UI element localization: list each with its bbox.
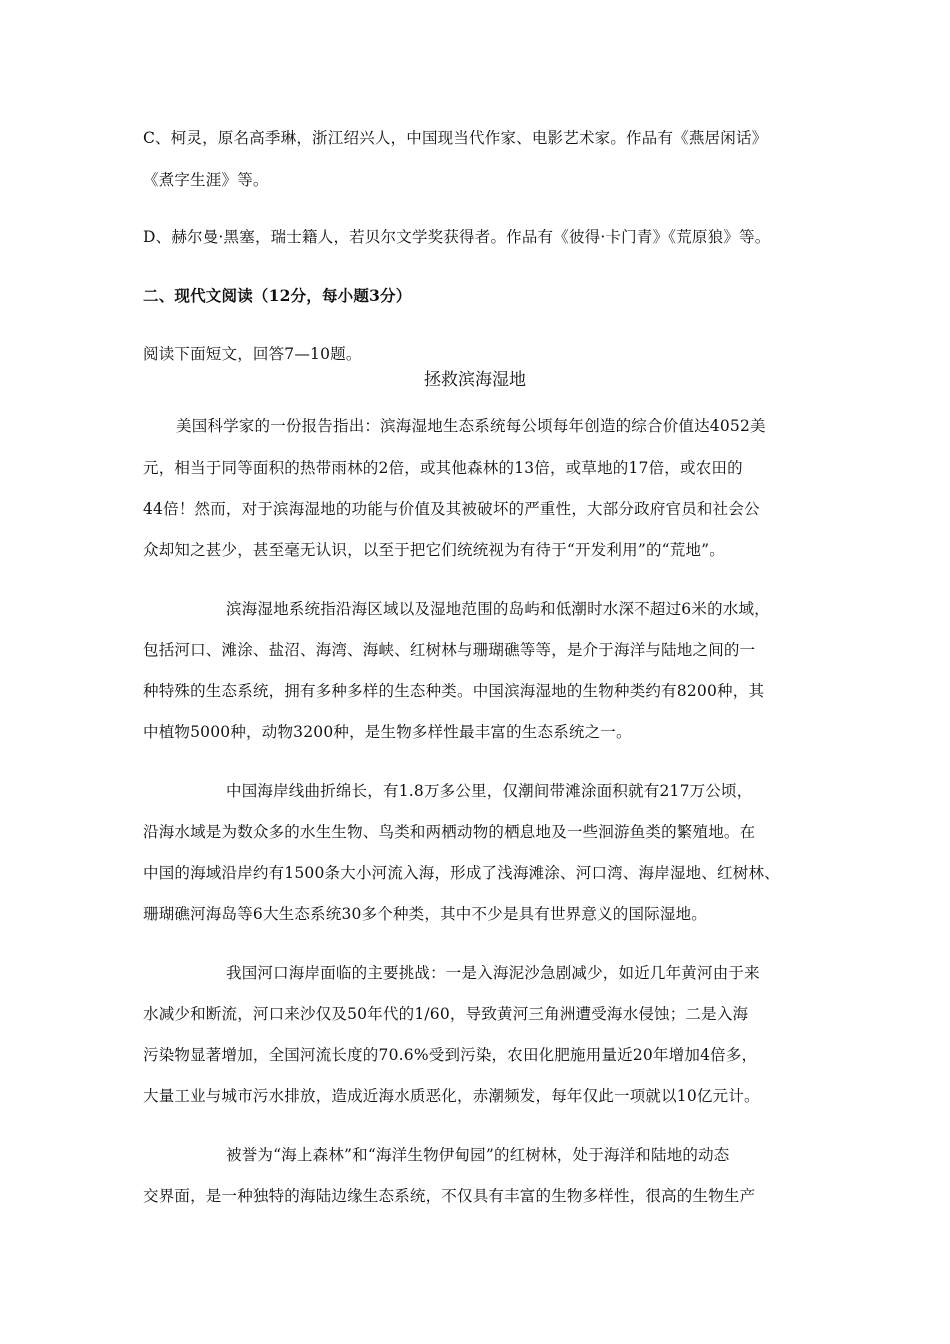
paragraph-4-line-2: 水减少和断流，河口来沙仅及50年代的1/60，导致黄河三角洲遭受海水侵蚀；二是入海 [143, 1005, 749, 1023]
reading-instruction: 阅读下面短文，回答7—10题。 [143, 345, 362, 363]
paragraph-5-line-2: 交界面，是一种独特的海陆边缘生态系统，不仅具有丰富的生物多样性，很高的生物生产 [143, 1187, 756, 1205]
paragraph-1-line-3: 44倍！然而，对于滨海湿地的功能与价值及其被破坏的严重性，大部分政府官员和社会公 [143, 500, 760, 518]
paragraph-3-line-1: 中国海岸线曲折绵长，有1.8万多公里，仅潮间带滩涂面积就有217万公顷， [226, 782, 753, 800]
paragraph-1-line-1: 美国科学家的一份报告指出：滨海湿地生态系统每公顷每年创造的综合价值达4052美 [176, 417, 766, 435]
paragraph-4-line-1: 我国河口海岸面临的主要挑战：一是入海泥沙急剧减少，如近几年黄河由于来 [226, 964, 760, 982]
paragraph-2-line-4: 中植物5000种，动物3200种，是生物多样性最丰富的生态系统之一。 [143, 723, 632, 741]
paragraph-2-line-2: 包括河口、滩涂、盐沼、海湾、海峡、红树林与珊瑚礁等等，是介于海洋与陆地之间的一 [143, 641, 756, 659]
paragraph-2-line-3: 种特殊的生态系统，拥有多种多样的生态种类。中国滨海湿地的生物种类约有8200种，其 [143, 682, 765, 700]
option-d-line: D、赫尔曼·黑塞，瑞士籍人，若贝尔文学奖获得者。作品有《彼得·卡门青》《荒原狼》等。 [143, 228, 771, 246]
option-c-line-2: 《煮字生涯》等。 [143, 171, 269, 189]
section-heading: 二、现代文阅读（12分，每小题3分） [143, 286, 412, 305]
paragraph-4-line-3: 污染物显著增加，全国河流长度的70.6%受到污染，农田化肥施用量近20年增加4倍多， [143, 1046, 758, 1064]
paragraph-3-line-3: 中国的海域沿岸约有1500条大小河流入海，形成了浅海滩涂、河口湾、海岸湿地、红树林、 [143, 864, 780, 882]
paragraph-5-line-1: 被誉为“海上森林”和“海洋生物伊甸园”的红树林，处于海洋和陆地的动态 [226, 1146, 730, 1164]
paragraph-3-line-2: 沿海水域是为数众多的水生生物、鸟类和两栖动物的栖息地及一些洄游鱼类的繁殖地。在 [143, 823, 756, 841]
paragraph-2-line-1: 滨海湿地系统指沿海区域以及湿地范围的岛屿和低潮时水深不超过6米的水域， [226, 600, 770, 618]
paragraph-3-line-4: 珊瑚礁河海岛等6大生态系统30多个种类，其中不少是具有世界意义的国际湿地。 [143, 905, 707, 923]
paragraph-1-line-2: 元，相当于同等面积的热带雨林的2倍，或其他森林的13倍，或草地的17倍，或农田的 [143, 459, 743, 477]
article-title: 拯救滨海湿地 [424, 370, 526, 390]
option-c-line-1: C、柯灵，原名高季琳，浙江绍兴人，中国现当代作家、电影艺术家。作品有《燕居闲话》 [143, 129, 768, 147]
paragraph-1-line-4: 众却知之甚少，甚至毫无认识，以至于把它们统统视为有待于“开发利用”的“荒地”。 [143, 541, 725, 559]
paragraph-4-line-4: 大量工业与城市污水排放，造成近海水质恶化，赤潮频发，每年仅此一项就以10亿元计。 [143, 1087, 760, 1105]
